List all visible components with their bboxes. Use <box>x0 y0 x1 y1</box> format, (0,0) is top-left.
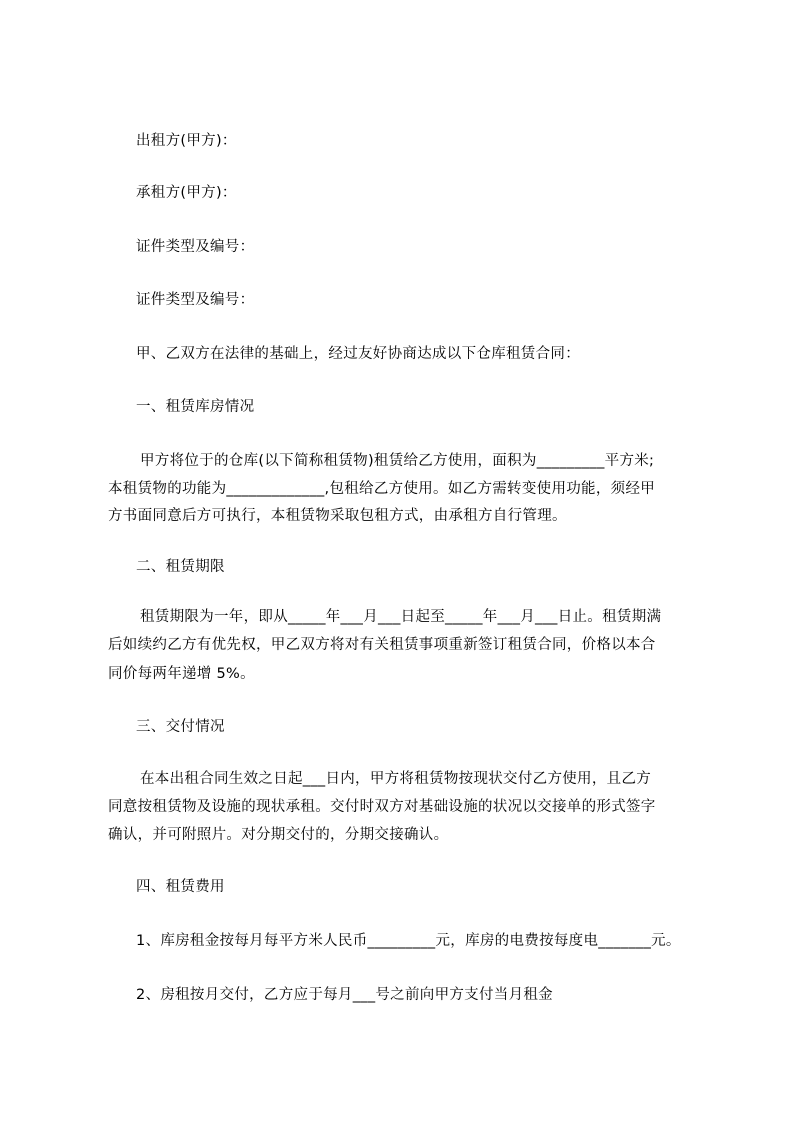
section3-line-2: 同意按租赁物及设施的现状承租。交付时双方对基础设施的状况以交接单的形式签字 <box>108 799 656 815</box>
intro-paragraph: 甲、乙双方在法律的基础上，经过友好协商达成以下仓库租赁合同： <box>136 346 580 362</box>
section3-line-3: 确认，并可附照片。对分期交付的，分期交接确认。 <box>108 827 449 843</box>
section2-line-1: 租赁期限为一年，即从_____年___月___日起至_____年___月___日止。租赁期满 <box>140 609 662 625</box>
section2-line-3: 同价每两年递增 5%。 <box>108 666 255 682</box>
id-type-label-2: 证件类型及编号： <box>136 292 255 308</box>
section1-heading: 一、租赁库房情况 <box>136 399 255 415</box>
section4-item-2: 2、房租按月交付，乙方应于每月___号之前向甲方支付当月租金 <box>136 987 553 1003</box>
section2-line-2: 后如续约乙方有优先权，甲乙双方将对有关租赁事项重新签订租赁合同，价格以本合 <box>108 637 656 653</box>
section4-item-1: 1、库房租金按每月每平方米人民币_________元，库房的电费按每度电_______元。 <box>136 933 681 949</box>
section3-line-1: 在本出租合同生效之日起___日内，甲方将租赁物按现状交付乙方使用，且乙方 <box>140 771 652 787</box>
section1-line-3: 方书面同意后方可执行，本租赁物采取包租方式，由承租方自行管理。 <box>108 508 567 524</box>
lessee-label: 承租方(甲方)： <box>136 185 237 201</box>
section3-heading: 三、交付情况 <box>136 719 225 735</box>
id-type-label-1: 证件类型及编号： <box>136 239 255 255</box>
lessor-label: 出租方(甲方)： <box>136 133 237 149</box>
section1-line-1: 甲方将位于的仓库(以下简称租赁物)租赁给乙方使用，面积为_________平方米; <box>140 453 655 469</box>
section4-heading: 四、租赁费用 <box>136 879 225 895</box>
section2-heading: 二、租赁期限 <box>136 559 225 575</box>
section1-line-2: 本租赁物的功能为_____________,包租给乙方使用。如乙方需转变使用功能，须经甲 <box>108 481 656 497</box>
